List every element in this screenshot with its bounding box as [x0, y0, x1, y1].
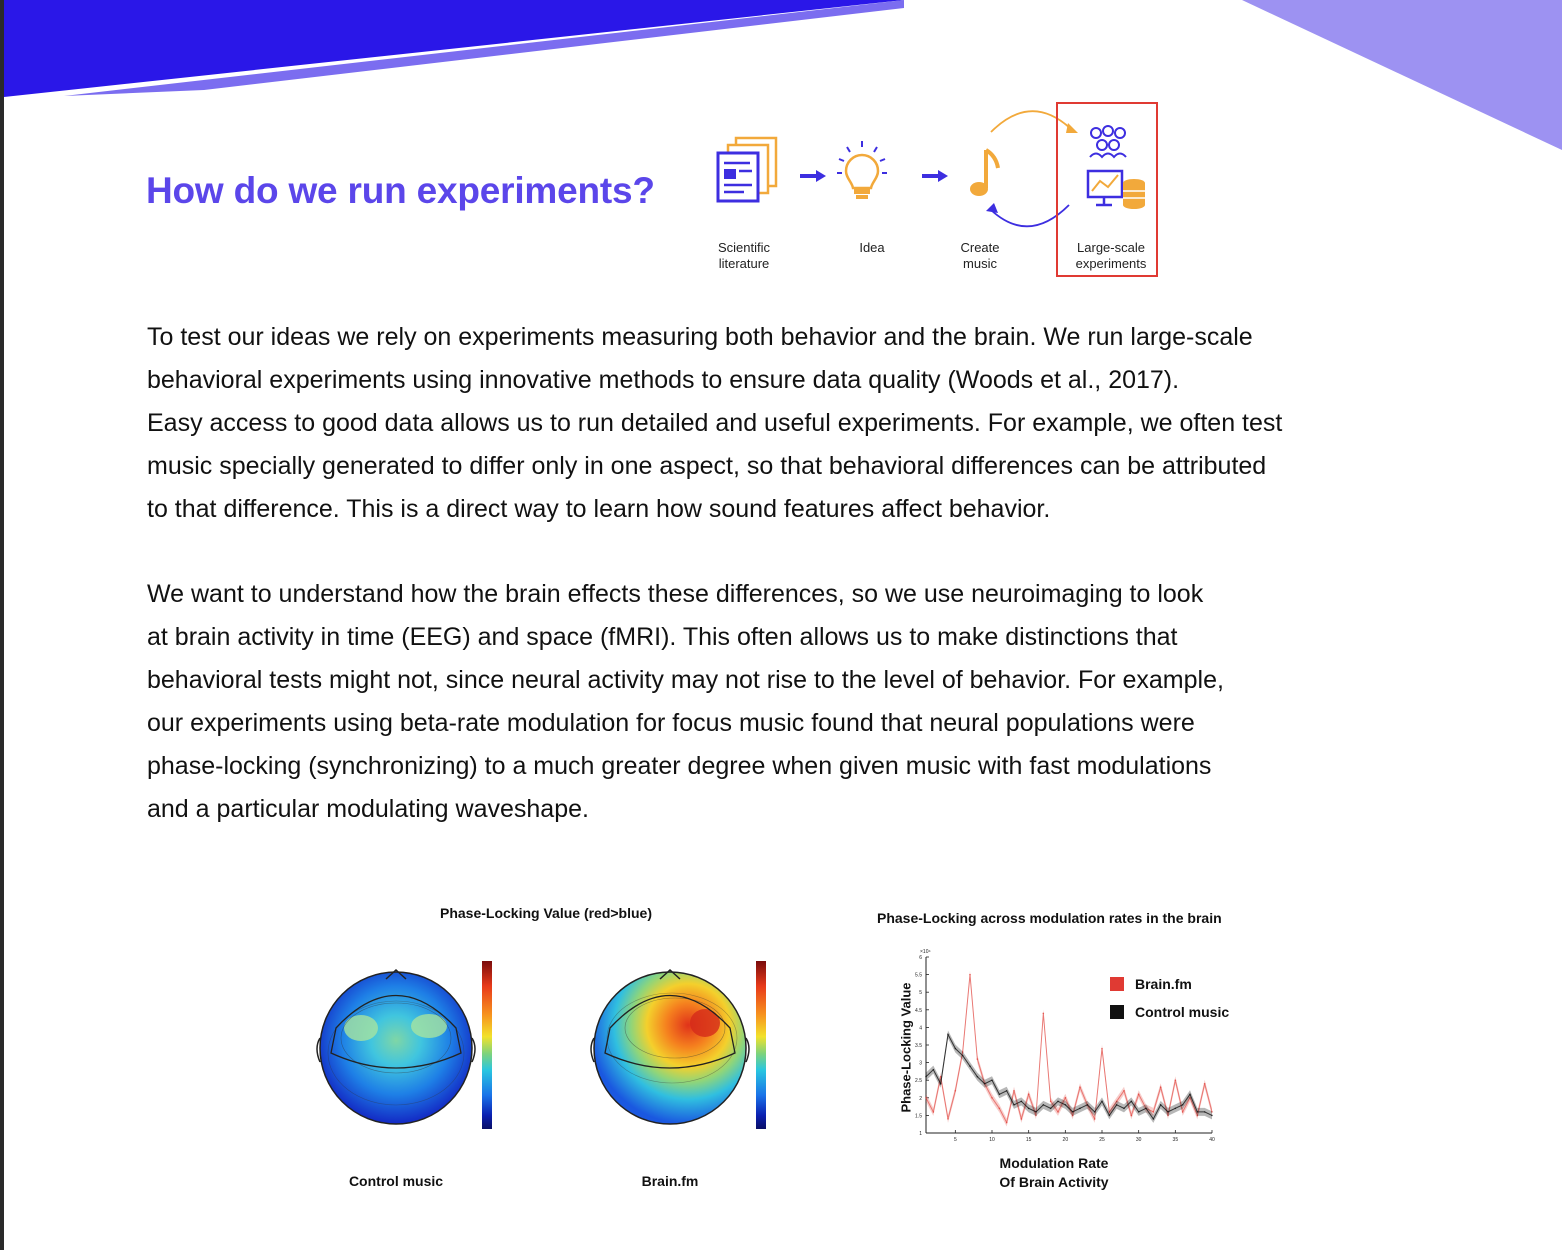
data-point: [1153, 1118, 1155, 1120]
data-point: [1021, 1101, 1023, 1103]
data-point: [1175, 1108, 1177, 1110]
data-point: [1211, 1115, 1213, 1117]
data-point: [1057, 1101, 1059, 1103]
y-exponent-label: ×10⁴: [920, 949, 931, 955]
arrow-icon: [922, 170, 948, 182]
y-tick-label: 4: [919, 1025, 922, 1032]
text-line: music specially generated to differ only in one aspect, so that behavioral differences can be attributed: [147, 452, 1267, 480]
data-point: [933, 1111, 935, 1113]
y-tick-label: 1.5: [915, 1113, 922, 1120]
data-point: [1197, 1111, 1199, 1113]
text-line: at brain activity in time (EEG) and space (fMRI). This often allows us to make distinctions that: [147, 623, 1178, 651]
data-point: [1101, 1101, 1103, 1103]
data-point: [1094, 1111, 1096, 1113]
data-point: [1087, 1104, 1089, 1106]
chart-xlabel: Modulation Rate Of Brain Activity: [999, 1155, 1109, 1190]
data-point: [1013, 1090, 1015, 1092]
y-tick-label: 3.5: [915, 1043, 922, 1049]
legend-item-control: [1110, 998, 1229, 1026]
colorbar-brainfm: [756, 961, 766, 1129]
chart-ylabel: Phase-Locking Value: [898, 982, 914, 1113]
data-point: [1043, 1104, 1045, 1106]
data-point: [1138, 1111, 1140, 1113]
legend-label: Brain.fm: [1135, 976, 1192, 992]
corner-banner: [1242, 0, 1562, 160]
data-point: [1028, 1093, 1030, 1095]
data-point: [1079, 1086, 1081, 1088]
data-point: [1153, 1111, 1155, 1113]
data-point: [1175, 1079, 1177, 1081]
step-label-experiments: Large-scale experiments: [1075, 240, 1147, 271]
lightbulb-icon: [837, 141, 887, 199]
y-tick-label: 5: [919, 990, 922, 997]
data-point: [1204, 1083, 1206, 1085]
colorbar-control: [482, 961, 492, 1129]
workflow-diagram: [704, 95, 1174, 285]
data-point: [1006, 1090, 1008, 1092]
x-tick-label: 15: [1025, 1137, 1032, 1143]
text-line: to that difference. This is a direct way to learn how sound features affect behavior.: [147, 495, 1051, 523]
data-point: [1013, 1104, 1015, 1106]
step-label-idea: Idea: [859, 240, 885, 255]
data-point: [1160, 1104, 1162, 1106]
data-point: [1145, 1108, 1147, 1110]
y-tick-label: 4.5: [915, 1007, 922, 1014]
legend-swatch: [1110, 977, 1124, 991]
top-banner: [4, 0, 904, 110]
y-tick-label: 6: [919, 955, 922, 961]
arrow-icon: [800, 170, 826, 182]
data-point: [1094, 1118, 1096, 1120]
legend-label: Control music: [1135, 1004, 1230, 1020]
data-point: [1021, 1118, 1023, 1120]
chart-title: Phase-Locking across modulation rates in the brain: [877, 910, 1222, 926]
data-point: [962, 1055, 964, 1057]
data-point: [1006, 1122, 1008, 1124]
data-point: [1123, 1090, 1125, 1092]
text-line: our experiments using beta-rate modulation for focus music found that neural populations were: [147, 709, 1195, 737]
data-point: [984, 1083, 986, 1085]
x-tick-label: 10: [989, 1137, 995, 1143]
data-point: [1065, 1104, 1067, 1106]
data-point: [1043, 1013, 1045, 1015]
data-point: [991, 1097, 993, 1099]
step-label-music: Create music: [960, 240, 1000, 271]
data-point: [933, 1069, 935, 1071]
data-point: [969, 974, 971, 976]
step-label-literature: Scientific literature: [717, 240, 771, 271]
data-point: [1116, 1104, 1118, 1106]
data-point: [991, 1079, 993, 1081]
data-point: [1057, 1111, 1059, 1113]
data-point: [1138, 1093, 1140, 1095]
documents-icon: [718, 138, 776, 201]
data-point: [955, 1090, 957, 1092]
data-point: [1035, 1111, 1037, 1113]
y-tick-label: 1: [919, 1131, 922, 1137]
data-point: [955, 1048, 957, 1050]
data-point: [940, 1083, 942, 1085]
data-point: [1101, 1048, 1103, 1050]
chart-legend: [1110, 970, 1229, 1026]
data-point: [1109, 1115, 1111, 1117]
text-line: To test our ideas we rely on experiments measuring both behavior and the brain. We run large-scale: [147, 323, 1253, 351]
music-note-icon: [970, 150, 998, 196]
data-point: [999, 1093, 1001, 1095]
data-point: [1072, 1111, 1074, 1113]
paragraph-behavior: [147, 316, 1437, 531]
data-point: [969, 1065, 971, 1067]
data-point: [977, 1076, 979, 1078]
data-point: [925, 1097, 927, 1099]
data-point: [1065, 1097, 1067, 1099]
y-tick-label: 2: [919, 1095, 922, 1102]
data-point: [1050, 1101, 1052, 1103]
data-point: [947, 1034, 949, 1036]
y-tick-label: 5.5: [915, 972, 922, 979]
x-tick-label: 20: [1062, 1137, 1069, 1143]
x-tick-label: 30: [1135, 1137, 1142, 1143]
topomap-control: [316, 968, 476, 1128]
topomap-caption-brainfm: Brain.fm: [641, 1173, 699, 1189]
topomap-title: Phase-Locking Value (red>blue): [440, 905, 653, 921]
data-point: [1123, 1108, 1125, 1110]
text-line: We want to understand how the brain effects these differences, so we use neuroimaging to look: [147, 580, 1204, 608]
page-title: How do we run experiments?: [146, 170, 655, 211]
data-point: [947, 1118, 949, 1120]
text-line: behavioral experiments using innovative methods to ensure data quality (Woods et al., 2017).: [147, 366, 1180, 394]
data-point: [1167, 1111, 1169, 1113]
y-tick-label: 3: [919, 1060, 922, 1067]
text-line: phase-locking (synchronizing) to a much greater degree when given music with fast modulations: [147, 752, 1212, 780]
data-point: [1182, 1104, 1184, 1106]
data-point: [999, 1108, 1001, 1110]
data-point: [1189, 1093, 1191, 1095]
data-point: [1079, 1108, 1081, 1110]
data-point: [1131, 1101, 1133, 1103]
x-tick-label: 25: [1099, 1137, 1105, 1143]
data-point: [1028, 1108, 1030, 1110]
x-tick-label: 5: [953, 1137, 957, 1143]
y-tick-label: 2.5: [915, 1078, 922, 1085]
text-line: Easy access to good data allows us to run detailed and useful experiments. For example, we often test: [147, 409, 1283, 437]
slide-page: [4, 0, 1562, 1250]
data-point: [977, 1058, 979, 1060]
legend-swatch: [1110, 1005, 1124, 1019]
topomap-caption-control: Control music: [348, 1173, 444, 1189]
x-tick-label: 35: [1172, 1137, 1179, 1143]
data-point: [1131, 1115, 1133, 1117]
data-point: [1182, 1111, 1184, 1113]
text-line: and a particular modulating waveshape.: [147, 795, 589, 823]
topomap-brainfm: [590, 968, 750, 1128]
data-point: [1204, 1111, 1206, 1113]
paragraph-neuroimaging: [147, 573, 1437, 831]
legend-item-brainfm: [1110, 970, 1229, 998]
text-line: behavioral tests might not, since neural activity may not rise to the level of behavior. For example,: [147, 666, 1224, 694]
data-point: [925, 1076, 927, 1078]
x-tick-label: 40: [1209, 1137, 1215, 1143]
data-point: [1160, 1086, 1162, 1088]
data-point: [1050, 1108, 1052, 1110]
